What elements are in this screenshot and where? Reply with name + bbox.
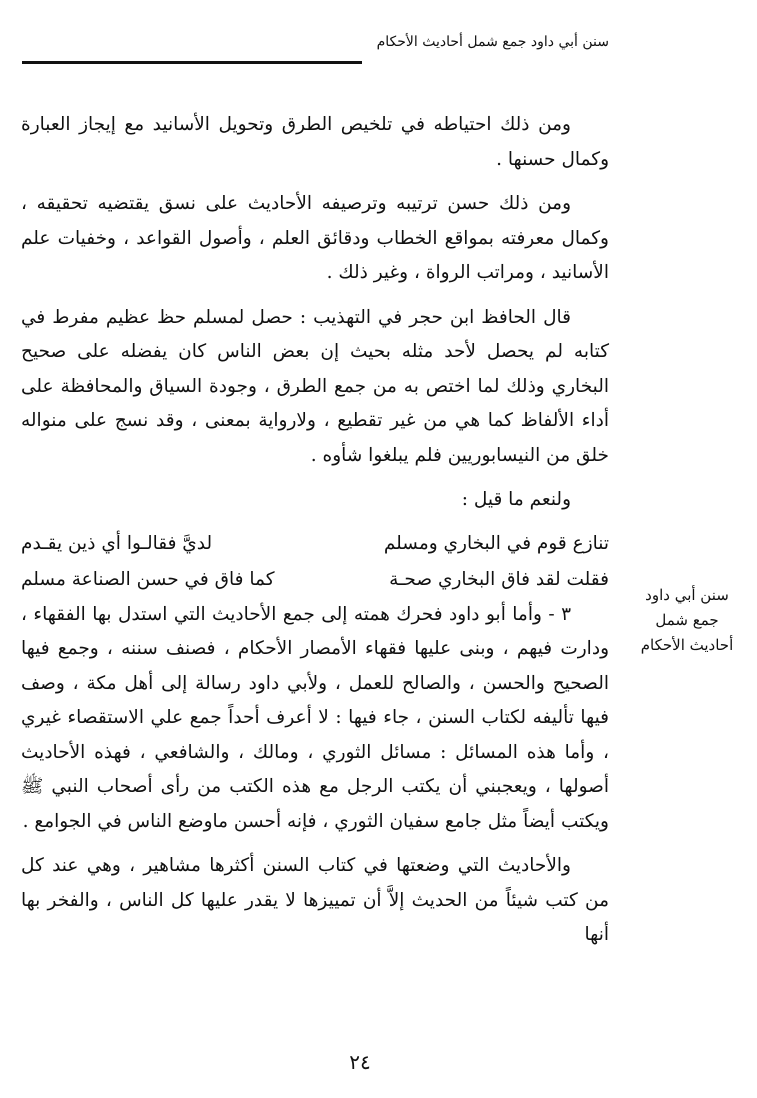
margin-note-line-1: سنن أبي داود bbox=[645, 586, 729, 604]
poem-verse-1-second-hemistich: لديَّ فقالـوا أي ذين يقـدم bbox=[21, 532, 213, 554]
margin-note bbox=[629, 583, 745, 658]
margin-note-line-3: أحاديث الأحكام bbox=[640, 636, 734, 654]
paragraph-1: ومن ذلك احتياطه في تلخيص الطرق وتحويل الأسانيد مع إيجاز العبارة وكمال حسنها . bbox=[21, 114, 609, 170]
paragraph-4: ولنعم ما قيل : bbox=[461, 489, 571, 510]
poem-verse-2 bbox=[21, 562, 609, 598]
margin-note-line-2: جمع شمل bbox=[655, 611, 719, 629]
paragraph-6: والأحاديث التي وضعتها في كتاب السنن أكثرها مشاهير ، وهي عند كل من كتب شيئاً من الحديث إلاَّ أن تمييزها لا يقدر عليها كل الناس ، والفخر بها أنها bbox=[21, 855, 609, 945]
header-title: سنن أبي داود جمع شمل أحاديث الأحكام bbox=[376, 34, 609, 50]
poem-verse-1-first-hemistich: تنازع قوم في البخاري ومسلم bbox=[383, 532, 609, 554]
paragraph-3: قال الحافظ ابن حجر في التهذيب : حصل لمسلم حظ عظيم مفرط في كتابه لم يحصل لأحد مثله بحيث إن بعض الناس كان يفضله على صحيح البخاري وذلك لما اختص به من جمع الطرق ، وجودة السياق والمحافظة على أداء الألفاظ كما هي من غير تقطيع ، ولارواية بمعنى ، وقد نسج على منواله خلق من النيسابوريين فلم يبلغوا شأوه . bbox=[21, 306, 609, 466]
poem-verse-2-second-hemistich: كما فاق في حسن الصناعة مسلم bbox=[21, 568, 275, 590]
paragraph-5: ٣ - وأما أبو داود فحرك همته إلى جمع الأحاديث التي استدل بها الفقهاء ، ودارت فيهم ، وبنى عليها فقهاء الأمصار الأحكام ، فصنف سننه ، وجمع فيها الصحيح والحسن ، والصالح للعمل ، ولأبي داود رسالة إلى أهل مكة ، وصف فيها تأليفه لكتاب السنن ، جاء فيها : لا أعرف أحداً جمع علي الاستقصاء غيري ، وأما هذه المسائل : مسائل الثوري ، ومالك ، والشافعي ، فهذه الأحاديث أصولها ، ويعجبني أن يكتب الرجل مع هذه الكتب من رأى أصحاب النبي ﷺ ويكتب أيضاً مثل جامع سفيان الثوري ، فإنه أحسن ماوضع الناس في الجوامع . bbox=[21, 603, 609, 832]
poem-verse-1 bbox=[21, 526, 609, 562]
poem bbox=[21, 526, 609, 598]
header-rule bbox=[22, 61, 362, 64]
paragraph-2: ومن ذلك حسن ترتيبه وترصيفه الأحاديث على نسق يقتضيه تحقيقه ، وكمال معرفته بمواقع الخطاب ودقائق العلم ، وأصول القواعد ، وخفيات علم الأسانيد ، ومراتب الرواة ، وغير ذلك . bbox=[21, 193, 609, 283]
page-number: ٢٤ bbox=[349, 1050, 371, 1074]
poem-verse-2-first-hemistich: فقلت لقد فاق البخاري صحـة bbox=[389, 568, 609, 590]
main-text bbox=[21, 108, 609, 963]
